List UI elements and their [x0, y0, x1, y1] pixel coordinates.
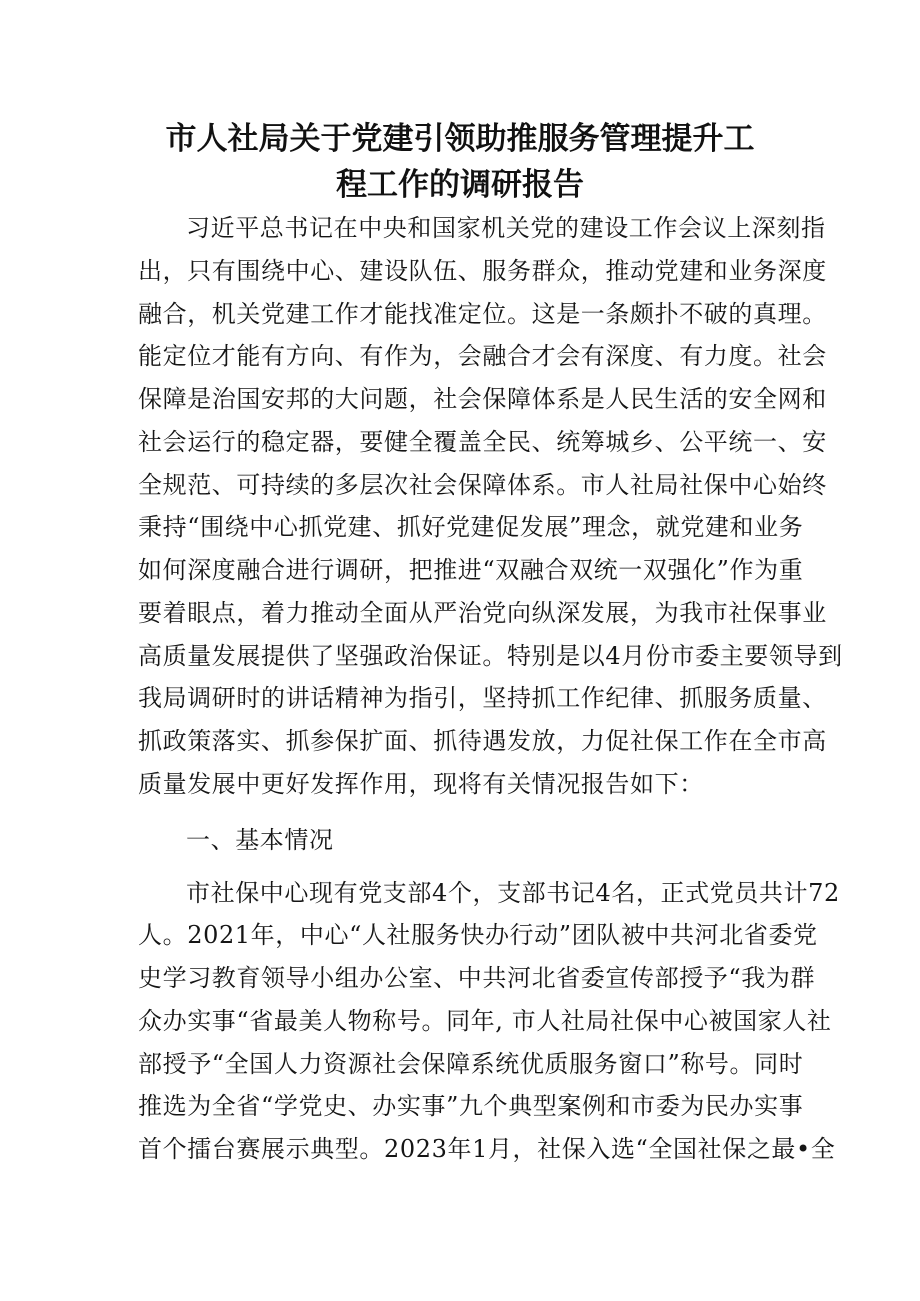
paragraph-2-line: 人。2021年，中心“人社服务快办行动”团队被中共河北省委党	[138, 921, 818, 949]
paragraph-1-line: 如何深度融合进行调研，把推进“双融合双统一双强化”作为重	[138, 556, 804, 584]
paragraph-2-line: 众办实事“省最美人物称号。同年, 市人社局社保中心被国家人社	[138, 1007, 832, 1035]
section-heading: 一、基本情况	[186, 826, 334, 854]
paragraph-2-line: 部授予“全国人力资源社会保障系统优质服务窗口”称号。同时	[138, 1050, 804, 1078]
paragraph-1-line: 能定位才能有方向、有作为，会融合才会有深度、有力度。社会	[138, 342, 827, 370]
document-title-line-2: 程工作的调研报告	[336, 167, 584, 203]
document-title-line-1: 市人社局关于党建引领助推服务管理提升工	[165, 121, 755, 157]
paragraph-1-line: 社会运行的稳定器，要健全覆盖全民、统筹城乡、公平统一、安	[138, 428, 827, 456]
paragraph-2-line: 史学习教育领导小组办公室、中共河北省委宣传部授予“我为群	[138, 964, 816, 992]
paragraph-1-line: 要着眼点，着力推动全面从严治党向纵深发展，为我市社保事业	[138, 599, 827, 627]
paragraph-1-line: 我局调研时的讲话精神为指引，坚持抓工作纪律、抓服务质量、	[138, 684, 827, 712]
paragraph-1-line: 融合，机关党建工作才能找准定位。这是一条颇扑不破的真理。	[138, 300, 827, 328]
paragraph-2-line: 市社保中心现有党支部4个，支部书记4名，正式党员共计72	[186, 879, 840, 907]
paragraph-1-line: 出，只有围绕中心、建设队伍、服务群众，推动党建和业务深度	[138, 257, 827, 285]
paragraph-2-line: 首个擂台赛展示典型。2023年1月，社保入选“全国社保之最•全	[138, 1135, 836, 1163]
paragraph-1-line: 全规范、可持续的多层次社会保障体系。市人社局社保中心始终	[138, 471, 827, 499]
paragraph-1-line: 抓政策落实、抓参保扩面、抓待遇发放，力促社保工作在全市高	[138, 727, 827, 755]
paragraph-1-line: 习近平总书记在中央和国家机关党的建设工作会议上深刻指	[186, 214, 826, 242]
paragraph-2-line: 推选为全省“学党史、办实事”九个典型案例和市委为民办实事	[138, 1092, 804, 1120]
paragraph-1-line: 质量发展中更好发挥作用，现将有关情况报告如下：	[138, 770, 704, 798]
paragraph-1-line: 保障是治国安邦的大问题，社会保障体系是人民生活的安全网和	[138, 385, 827, 413]
paragraph-1-line: 高质量发展提供了坚强政治保证。特别是以4月份市委主要领导到	[138, 642, 843, 670]
paragraph-1-line: 秉持“围绕中心抓党建、抓好党建促发展”理念，就党建和业务	[138, 513, 804, 541]
